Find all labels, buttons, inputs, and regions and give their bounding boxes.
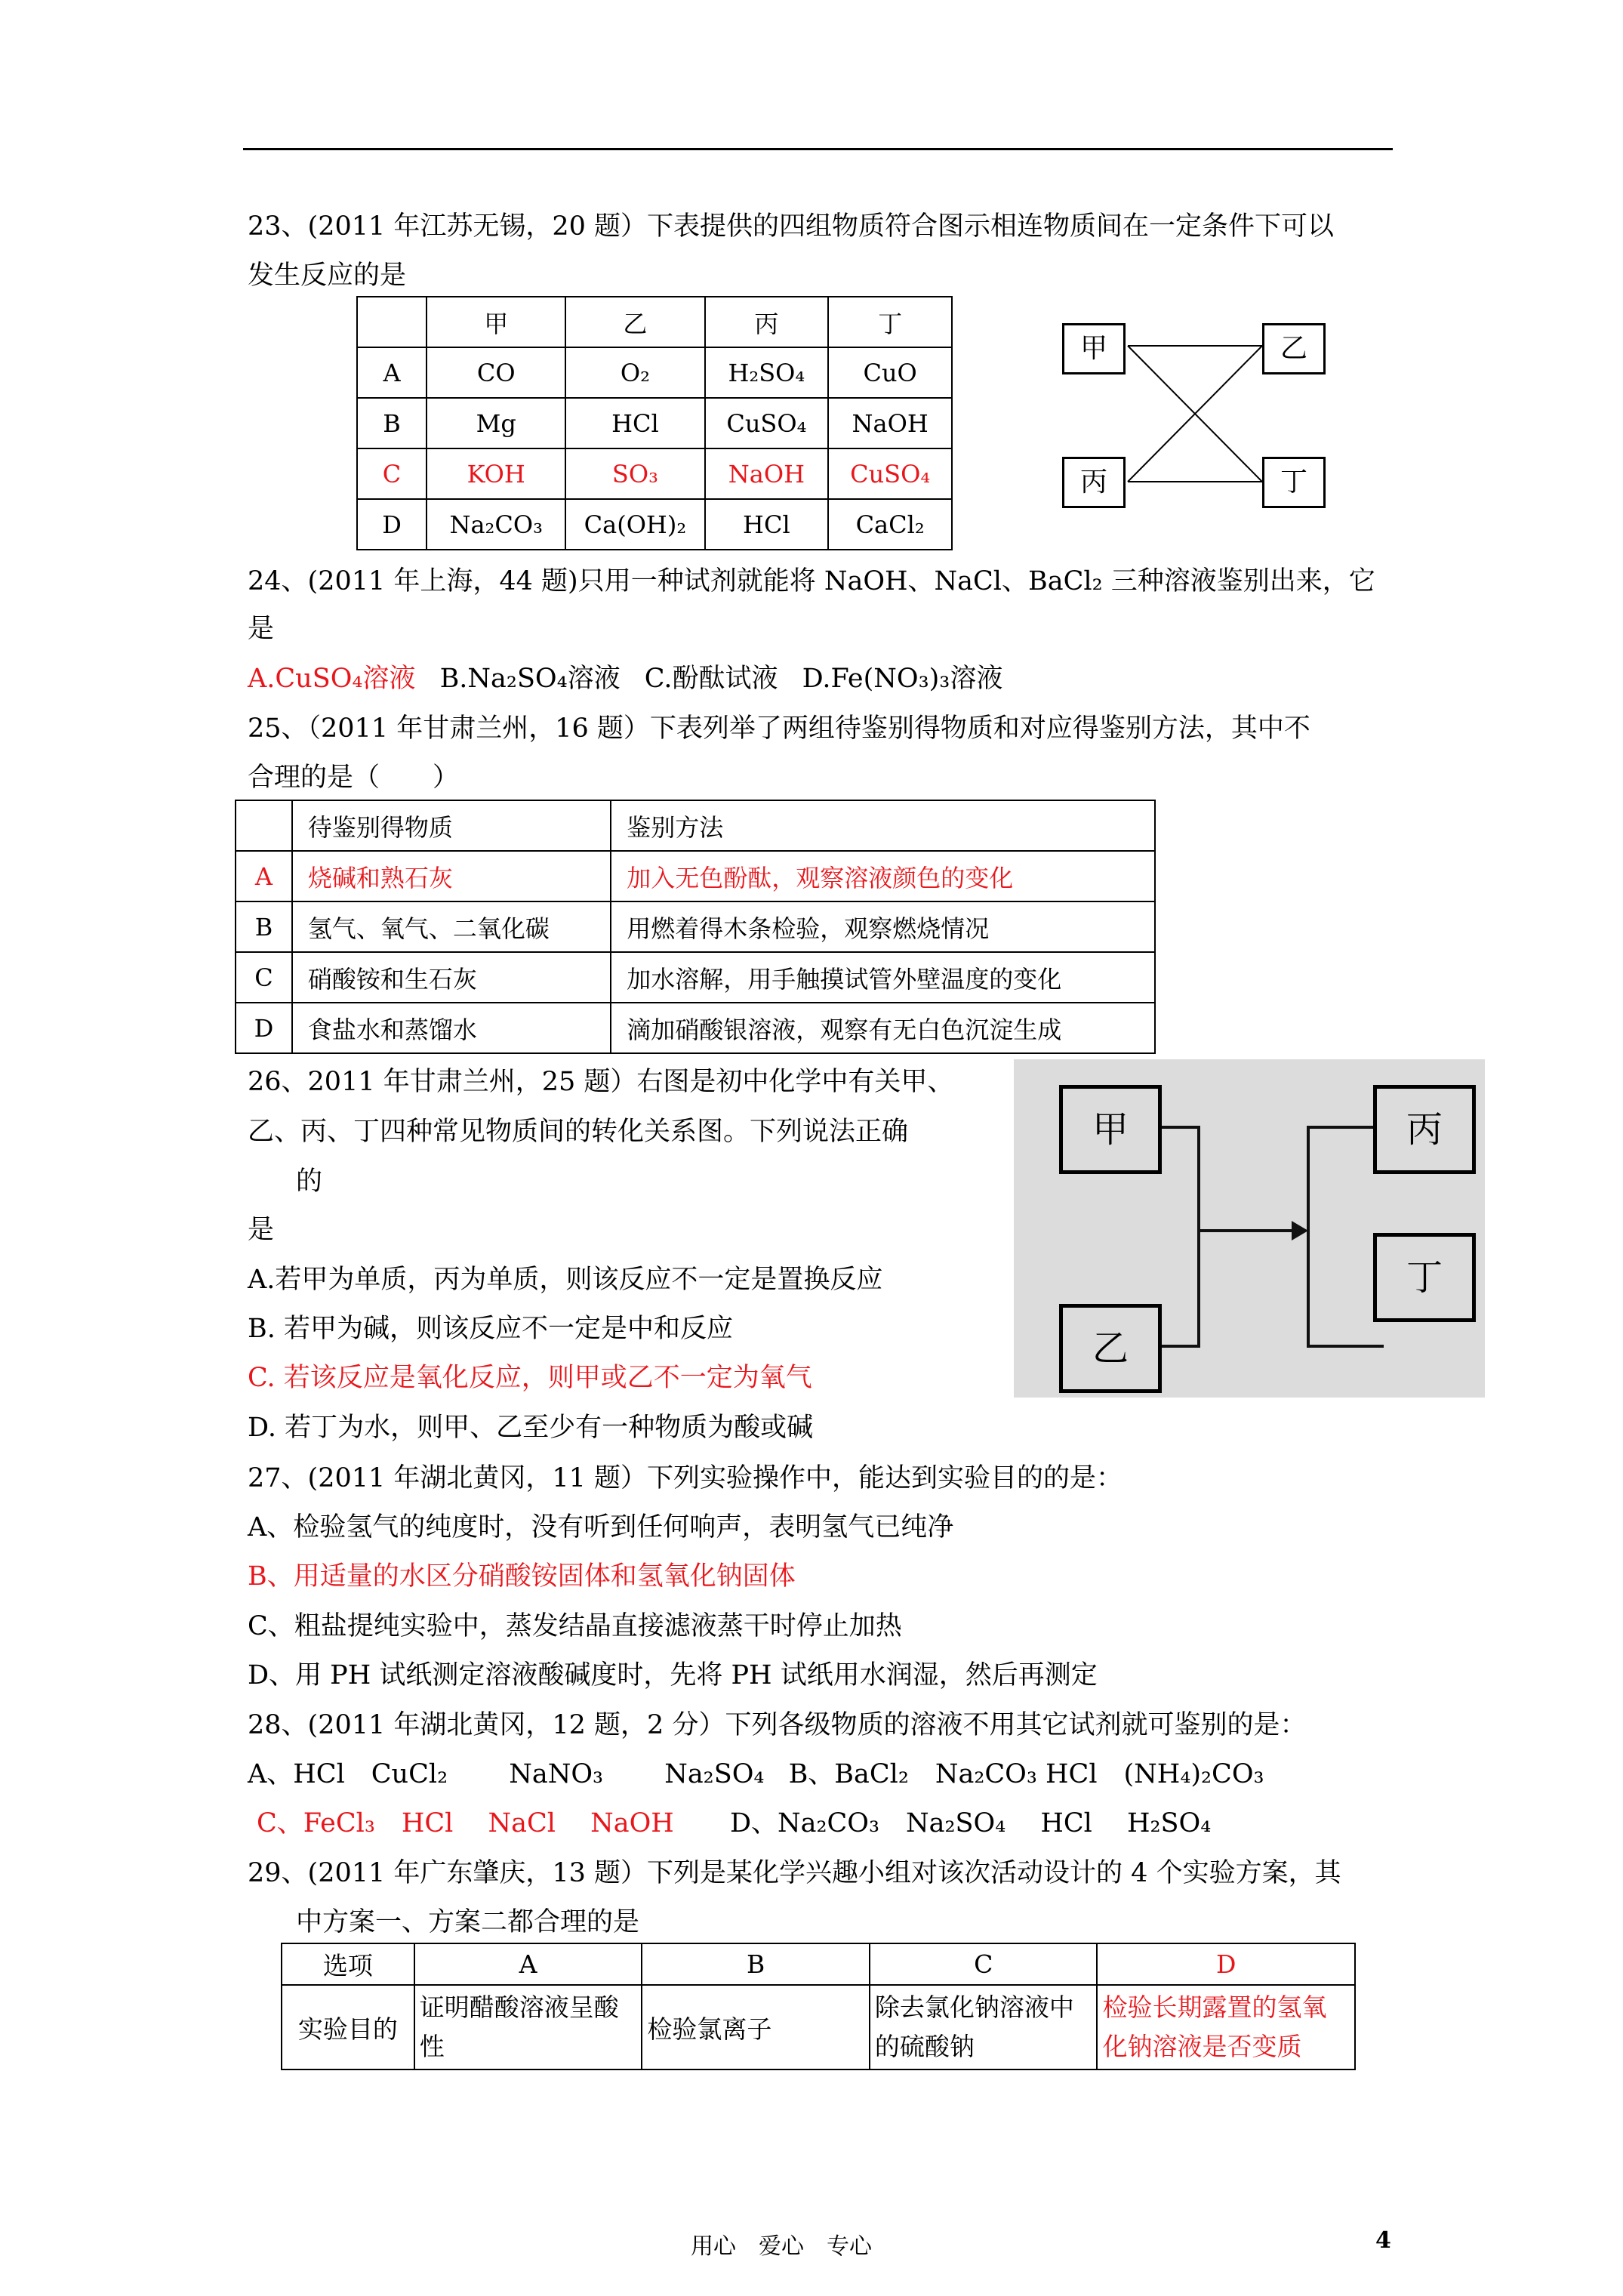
- q23-box-yi: 乙: [1262, 323, 1326, 374]
- table-cell: CaCl₂: [828, 499, 952, 550]
- table-cell: KOH: [427, 448, 565, 499]
- q23-header-jia: 甲: [427, 297, 565, 347]
- page-number: 4: [1375, 2227, 1391, 2254]
- option-label: D: [236, 1003, 292, 1053]
- table-cell: Na₂CO₃: [427, 499, 565, 550]
- table-row: [357, 347, 952, 398]
- option-label: C: [357, 448, 427, 499]
- table-cell: O₂: [565, 347, 704, 398]
- q27-option-d: D、用 PH 试纸测定溶液酸碱度时，先将 PH 试纸用水润湿，然后再测定: [248, 1660, 1098, 1690]
- table-cell: CuSO₄: [828, 448, 952, 499]
- q23-header-bing: 丙: [705, 297, 829, 347]
- q29-stem-line2: 中方案一、方案二都合理的是: [296, 1907, 640, 1937]
- q28-option-d: D、Na₂CO₃ Na₂SO₄ HCl H₂SO₄: [729, 1808, 1212, 1838]
- q26-box-yi: 乙: [1059, 1304, 1162, 1393]
- option-label: D: [357, 499, 427, 550]
- q29-row-label: 实验目的: [282, 1985, 414, 2069]
- table-row-answer: [236, 851, 1155, 901]
- q26-box-jia: 甲: [1059, 1085, 1162, 1174]
- table-cell: 硝酸铵和生石灰: [292, 952, 611, 1003]
- q25-header-substance: 待鉴别得物质: [292, 800, 611, 851]
- q23-header-ding: 丁: [828, 297, 952, 347]
- q26-option-c: C. 若该反应是氧化反应，则甲或乙不一定为氧气: [248, 1363, 812, 1393]
- q26-stem-line1: 26、2011 年甘肃兰州，25 题）右图是初中化学中有关甲、: [248, 1067, 954, 1097]
- q29-header-option: 选项: [282, 1943, 414, 1985]
- table-cell: NaOH: [828, 398, 952, 448]
- table-cell: Ca(OH)₂: [565, 499, 704, 550]
- q25-header-blank: [236, 800, 292, 851]
- q27-option-c: C、粗盐提纯实验中，蒸发结晶直接滤液蒸干时停止加热: [248, 1611, 902, 1641]
- q23-stem-line2: 发生反应的是: [248, 260, 407, 291]
- q26-stem-line2: 乙、丙、丁四种常见物质间的转化关系图。下列说法正确: [248, 1117, 909, 1147]
- table-cell: CuSO₄: [705, 398, 829, 448]
- footer-motto: 用心 爱心 专心: [691, 2233, 872, 2260]
- q24-option-c: C.酚酞试液: [644, 664, 778, 694]
- q28-options-row2: [257, 1804, 1211, 1842]
- q26-box-bing: 丙: [1373, 1085, 1476, 1174]
- table-cell: HCl: [565, 398, 704, 448]
- table-cell: 食盐水和蒸馏水: [292, 1003, 611, 1053]
- q26-stem-line3: 的: [296, 1166, 323, 1197]
- table-cell: Mg: [427, 398, 565, 448]
- q23-stem-line1: 23、(2011 年江苏无锡，20 题）下表提供的四组物质符合图示相连物质间在一定条件下可以: [248, 211, 1335, 242]
- q24-options: [248, 660, 1002, 698]
- q29-stem-line1: 29、(2011 年广东肇庆，13 题）下列是某化学兴趣小组对该次活动设计的 4 个实验方案，其: [248, 1858, 1341, 1888]
- q26-option-b: B. 若甲为碱，则该反应不一定是中和反应: [248, 1314, 733, 1344]
- table-cell: SO₃: [565, 448, 704, 499]
- table-row: [282, 1985, 1355, 2069]
- option-label: C: [236, 952, 292, 1003]
- q24-stem-line1: 24、(2011 年上海，44 题)只用一种试剂就能将 NaOH、NaCl、BaCl₂ 三种溶液鉴别出来，它: [248, 566, 1375, 596]
- q23-box-jia: 甲: [1062, 323, 1126, 374]
- table-row-answer: [357, 448, 952, 499]
- q24-option-b: B.Na₂SO₄溶液: [439, 664, 621, 694]
- q29-header-b: B: [642, 1943, 870, 1985]
- table-row: [236, 901, 1155, 952]
- header-rule: [243, 148, 1393, 150]
- table-cell: 检验氯离子: [642, 1985, 870, 2069]
- table-cell: 加入无色酚酞，观察溶液颜色的变化: [611, 851, 1155, 901]
- table-cell: CuO: [828, 347, 952, 398]
- option-label: A: [357, 347, 427, 398]
- q28-option-b: B、BaCl₂ Na₂CO₃ HCl (NH₄)₂CO₃: [788, 1759, 1264, 1789]
- q25-stem-line1: 25、（2011 年甘肃兰州，16 题）下表列举了两组待鉴别得物质和对应得鉴别方法，其中不: [248, 713, 1310, 744]
- table-cell: 氢气、氧气、二氧化碳: [292, 901, 611, 952]
- table-cell: H₂SO₄: [705, 347, 829, 398]
- q27-option-a: A、检验氢气的纯度时，没有听到任何响声，表明氢气已纯净: [248, 1512, 954, 1542]
- table-row: [357, 398, 952, 448]
- table-cell: CO: [427, 347, 565, 398]
- q29-header-c: C: [870, 1943, 1098, 1985]
- table-cell: 用燃着得木条检验，观察燃烧情况: [611, 901, 1155, 952]
- q26-diagram-photo: [1014, 1059, 1485, 1398]
- option-label: B: [357, 398, 427, 448]
- table-cell: 检验长期露置的氢氧化钠溶液是否变质: [1097, 1985, 1355, 2069]
- q24-option-a: A.CuSO₄溶液: [248, 664, 416, 694]
- q28-stem: 28、(2011 年湖北黄冈，12 题，2 分）下列各级物质的溶液不用其它试剂就可鉴别的是：: [248, 1710, 1307, 1740]
- q23-header-yi: 乙: [565, 297, 704, 347]
- q29-header-d: D: [1097, 1943, 1355, 1985]
- table-cell: NaOH: [705, 448, 829, 499]
- q29-header-a: A: [414, 1943, 642, 1985]
- q25-table: [235, 800, 1156, 1054]
- table-cell: 加水溶解，用手触摸试管外壁温度的变化: [611, 952, 1155, 1003]
- q28-option-a: A、HCl CuCl₂ NaNO₃ Na₂SO₄: [248, 1759, 765, 1789]
- q29-table: [281, 1943, 1356, 2070]
- table-cell: 证明醋酸溶液呈酸性: [414, 1985, 642, 2069]
- q27-option-b: B、用适量的水区分硝酸铵固体和氢氧化钠固体: [248, 1561, 796, 1592]
- option-label: B: [236, 901, 292, 952]
- q25-stem-line2: 合理的是（ ）: [248, 763, 460, 793]
- q26-option-a: A.若甲为单质，丙为单质，则该反应不一定是置换反应: [248, 1265, 883, 1295]
- option-label: A: [236, 851, 292, 901]
- table-cell: 除去氯化钠溶液中的硫酸钠: [870, 1985, 1098, 2069]
- table-row: [236, 952, 1155, 1003]
- q23-table: [356, 296, 953, 550]
- q24-stem-line2: 是: [248, 614, 275, 644]
- table-row: [357, 499, 952, 550]
- table-cell: 烧碱和熟石灰: [292, 851, 611, 901]
- q25-header-method: 鉴别方法: [611, 800, 1155, 851]
- table-row: [236, 1003, 1155, 1053]
- table-cell: HCl: [705, 499, 829, 550]
- q23-header-blank: [357, 297, 427, 347]
- q23-box-ding: 丁: [1262, 457, 1326, 508]
- q28-option-c: C、FeCl₃ HCl NaCl NaOH: [257, 1808, 674, 1838]
- q26-option-d: D. 若丁为水，则甲、乙至少有一种物质为酸或碱: [248, 1413, 814, 1443]
- q26-box-ding: 丁: [1373, 1233, 1476, 1322]
- q24-option-d: D.Fe(NO₃)₃溶液: [802, 664, 1003, 694]
- q28-options-row1: [248, 1755, 1264, 1793]
- table-cell: 滴加硝酸银溶液，观察有无白色沉淀生成: [611, 1003, 1155, 1053]
- q23-box-bing: 丙: [1062, 457, 1126, 508]
- q27-stem: 27、(2011 年湖北黄冈，11 题）下列实验操作中，能达到实验目的的是：: [248, 1463, 1123, 1493]
- q26-stem-line4: 是: [248, 1215, 275, 1245]
